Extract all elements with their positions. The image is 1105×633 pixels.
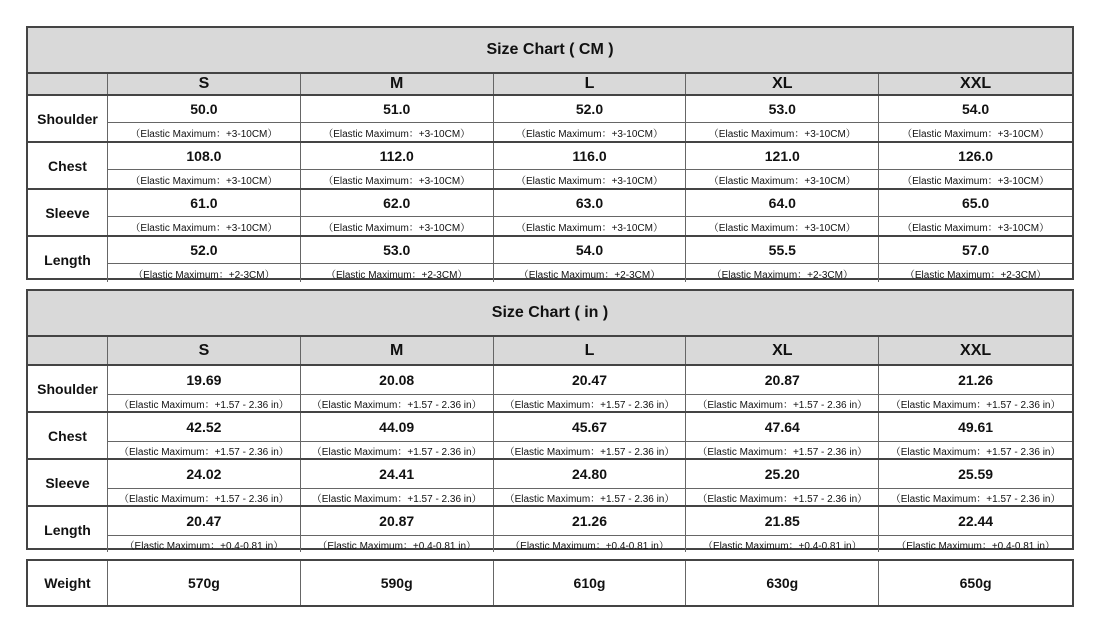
header-corner [28,337,108,364]
measurement-value: 108.0 [186,148,222,164]
size-header-xxl: XXL [879,337,1072,364]
measurement-value: 50.0 [190,101,218,117]
measurement-value: 44.09 [379,419,415,435]
elastic-note: （Elastic Maximum：+3-10CM） [686,216,878,235]
measurement-value: 53.0 [768,101,796,117]
measurement-row-sleeve [28,188,1072,235]
measurement-cell [686,507,879,552]
measurement-cell [108,507,301,552]
measurement-value: 54.0 [575,242,604,258]
measurement-label: Shoulder [28,366,108,411]
elastic-note: （Elastic Maximum：+0.4-0.81 in） [301,535,493,552]
measurement-value: 20.08 [379,372,415,388]
measurement-value: 45.67 [571,419,608,435]
weight-value: 650g [959,575,992,591]
elastic-note: （Elastic Maximum：+0.4-0.81 in） [494,535,686,552]
elastic-note: （Elastic Maximum：+3-10CM） [301,122,493,141]
measurement-value: 42.52 [186,419,222,435]
elastic-note: （Elastic Maximum：+1.57 - 2.36 in） [879,394,1072,411]
elastic-note: （Elastic Maximum：+1.57 - 2.36 in） [494,441,686,458]
measurement-row-shoulder [28,94,1072,141]
measurement-value: 126.0 [958,148,994,164]
measurement-cell [301,143,494,188]
size-header-s: S [108,337,301,364]
measurement-cell [879,237,1072,282]
measurement-value: 51.0 [383,101,411,117]
measurement-cell [494,143,687,188]
measurement-row-chest [28,411,1072,458]
measurement-cell [494,237,687,282]
measurement-cell [879,190,1072,235]
measurement-value: 65.0 [961,195,990,211]
measurement-cell [301,190,494,235]
measurement-cell [494,96,687,141]
measurement-value: 25.59 [958,466,994,482]
measurement-value: 52.0 [575,101,604,117]
measurement-value: 61.0 [190,195,218,211]
measurement-value: 53.0 [383,242,411,258]
measurement-cell [108,237,301,282]
elastic-note: （Elastic Maximum：+0.4-0.81 in） [879,535,1072,552]
measurement-cell [301,413,494,458]
measurement-label: Length [28,237,108,282]
size-header-xl: XL [686,337,879,364]
measurement-cell [108,143,301,188]
elastic-note: （Elastic Maximum：+1.57 - 2.36 in） [301,441,493,458]
measurement-value: 20.47 [186,513,222,529]
elastic-note: （Elastic Maximum：+1.57 - 2.36 in） [301,488,493,505]
measurement-label: Sleeve [28,460,108,505]
measurement-cell [879,460,1072,505]
measurement-cell [686,413,879,458]
elastic-note: （Elastic Maximum：+1.57 - 2.36 in） [108,441,300,458]
size-header-l: L [494,74,687,94]
measurement-value: 54.0 [961,101,990,117]
size-header-m: M [301,337,494,364]
measurement-value: 21.26 [958,372,994,388]
measurement-label: Chest [28,413,108,458]
elastic-note: （Elastic Maximum：+1.57 - 2.36 in） [108,488,300,505]
measurement-value: 21.26 [571,513,608,529]
measurement-value: 49.61 [958,419,994,435]
elastic-note: （Elastic Maximum：+0.4-0.81 in） [686,535,878,552]
size-chart-in-title: Size Chart ( in ) [28,291,1072,337]
measurement-cell [879,413,1072,458]
measurement-cell [108,460,301,505]
elastic-note: （Elastic Maximum：+1.57 - 2.36 in） [686,488,878,505]
measurement-row-length [28,505,1072,552]
measurement-value: 116.0 [572,148,607,164]
measurement-value: 20.87 [764,372,800,388]
elastic-note: （Elastic Maximum：+1.57 - 2.36 in） [494,394,686,411]
elastic-note: （Elastic Maximum：+2-3CM） [108,263,300,282]
elastic-note: （Elastic Maximum：+1.57 - 2.36 in） [686,394,878,411]
measurement-label: Sleeve [28,190,108,235]
measurement-cell [686,366,879,411]
measurement-row-shoulder [28,364,1072,411]
elastic-note: （Elastic Maximum：+3-10CM） [108,216,300,235]
measurement-cell [686,237,879,282]
measurement-cell [686,190,879,235]
elastic-note: （Elastic Maximum：+3-10CM） [879,169,1072,188]
measurement-cell [879,143,1072,188]
measurement-cell [494,190,687,235]
elastic-note: （Elastic Maximum：+3-10CM） [301,216,493,235]
measurement-value: 21.85 [764,513,800,529]
measurement-value: 24.02 [186,466,222,482]
size-header-xxl: XXL [879,74,1072,94]
elastic-note: （Elastic Maximum：+2-3CM） [494,263,686,282]
measurement-value: 24.80 [571,466,608,482]
measurement-label: Chest [28,143,108,188]
header-corner [28,74,108,94]
measurement-value: 57.0 [961,242,990,258]
measurement-row-sleeve [28,458,1072,505]
measurement-label: Length [28,507,108,552]
elastic-note: （Elastic Maximum：+1.57 - 2.36 in） [879,488,1072,505]
elastic-note: （Elastic Maximum：+1.57 - 2.36 in） [301,394,493,411]
measurement-cell [108,190,301,235]
elastic-note: （Elastic Maximum：+3-10CM） [494,216,686,235]
measurement-row-length [28,235,1072,282]
elastic-note: （Elastic Maximum：+3-10CM） [494,169,686,188]
elastic-note: （Elastic Maximum：+1.57 - 2.36 in） [879,441,1072,458]
size-header-m: M [301,74,494,94]
elastic-note: （Elastic Maximum：+3-10CM） [108,122,300,141]
elastic-note: （Elastic Maximum：+3-10CM） [108,169,300,188]
size-header-xl: XL [686,74,879,94]
weight-value: 630g [686,561,879,605]
measurement-value: 121.0 [764,148,800,164]
measurement-value: 20.87 [379,513,415,529]
measurement-cell [879,366,1072,411]
elastic-note: （Elastic Maximum：+3-10CM） [879,216,1072,235]
size-header-row-in [28,337,1072,364]
measurement-value: 52.0 [190,242,218,258]
measurement-value: 20.47 [571,372,608,388]
elastic-note: （Elastic Maximum：+1.57 - 2.36 in） [108,394,300,411]
measurement-cell [301,237,494,282]
size-chart-cm [26,26,1074,280]
measurement-cell [494,366,687,411]
measurement-cell [686,143,879,188]
measurement-value: 63.0 [575,195,604,211]
elastic-note: （Elastic Maximum：+1.57 - 2.36 in） [494,488,686,505]
measurement-value: 64.0 [768,195,796,211]
measurement-value: 55.5 [768,242,796,258]
measurement-value: 62.0 [383,195,411,211]
measurement-cell [301,507,494,552]
weight-value: 590g [301,561,494,605]
measurement-label: Shoulder [28,96,108,141]
weight-value: 610g [494,561,687,605]
measurement-cell [879,96,1072,141]
measurement-cell [301,96,494,141]
measurement-cell [686,96,879,141]
elastic-note: （Elastic Maximum：+3-10CM） [686,169,878,188]
measurement-cell [301,366,494,411]
weight-value: 570g [108,561,301,605]
elastic-note: （Elastic Maximum：+2-3CM） [301,263,493,282]
elastic-note: （Elastic Maximum：+2-3CM） [879,263,1072,282]
elastic-note: （Elastic Maximum：+1.57 - 2.36 in） [686,441,878,458]
measurement-cell [108,366,301,411]
elastic-note: （Elastic Maximum：+3-10CM） [686,122,878,141]
size-header-s: S [108,74,301,94]
measurement-value: 22.44 [958,513,994,529]
elastic-note: （Elastic Maximum：+0.4-0.81 in） [108,535,300,552]
measurement-cell [108,413,301,458]
weight-row [26,559,1074,607]
measurement-value: 24.41 [379,466,415,482]
measurement-cell [108,96,301,141]
measurement-cell [494,460,687,505]
measurement-value: 47.64 [764,419,800,435]
measurement-cell [494,413,687,458]
measurement-value: 112.0 [379,148,414,164]
elastic-note: （Elastic Maximum：+3-10CM） [301,169,493,188]
elastic-note: （Elastic Maximum：+3-10CM） [494,122,686,141]
measurement-cell [494,507,687,552]
measurement-cell [686,460,879,505]
elastic-note: （Elastic Maximum：+2-3CM） [686,263,878,282]
measurement-cell [879,507,1072,552]
measurement-cell [301,460,494,505]
weight-label: Weight [28,561,108,605]
measurement-value: 25.20 [764,466,800,482]
elastic-note: （Elastic Maximum：+3-10CM） [879,122,1072,141]
size-header-row-cm [28,74,1072,94]
size-chart-cm-title: Size Chart ( CM ) [28,28,1072,74]
measurement-value: 19.69 [186,372,222,388]
measurement-row-chest [28,141,1072,188]
size-chart-in [26,289,1074,550]
size-header-l: L [494,337,687,364]
